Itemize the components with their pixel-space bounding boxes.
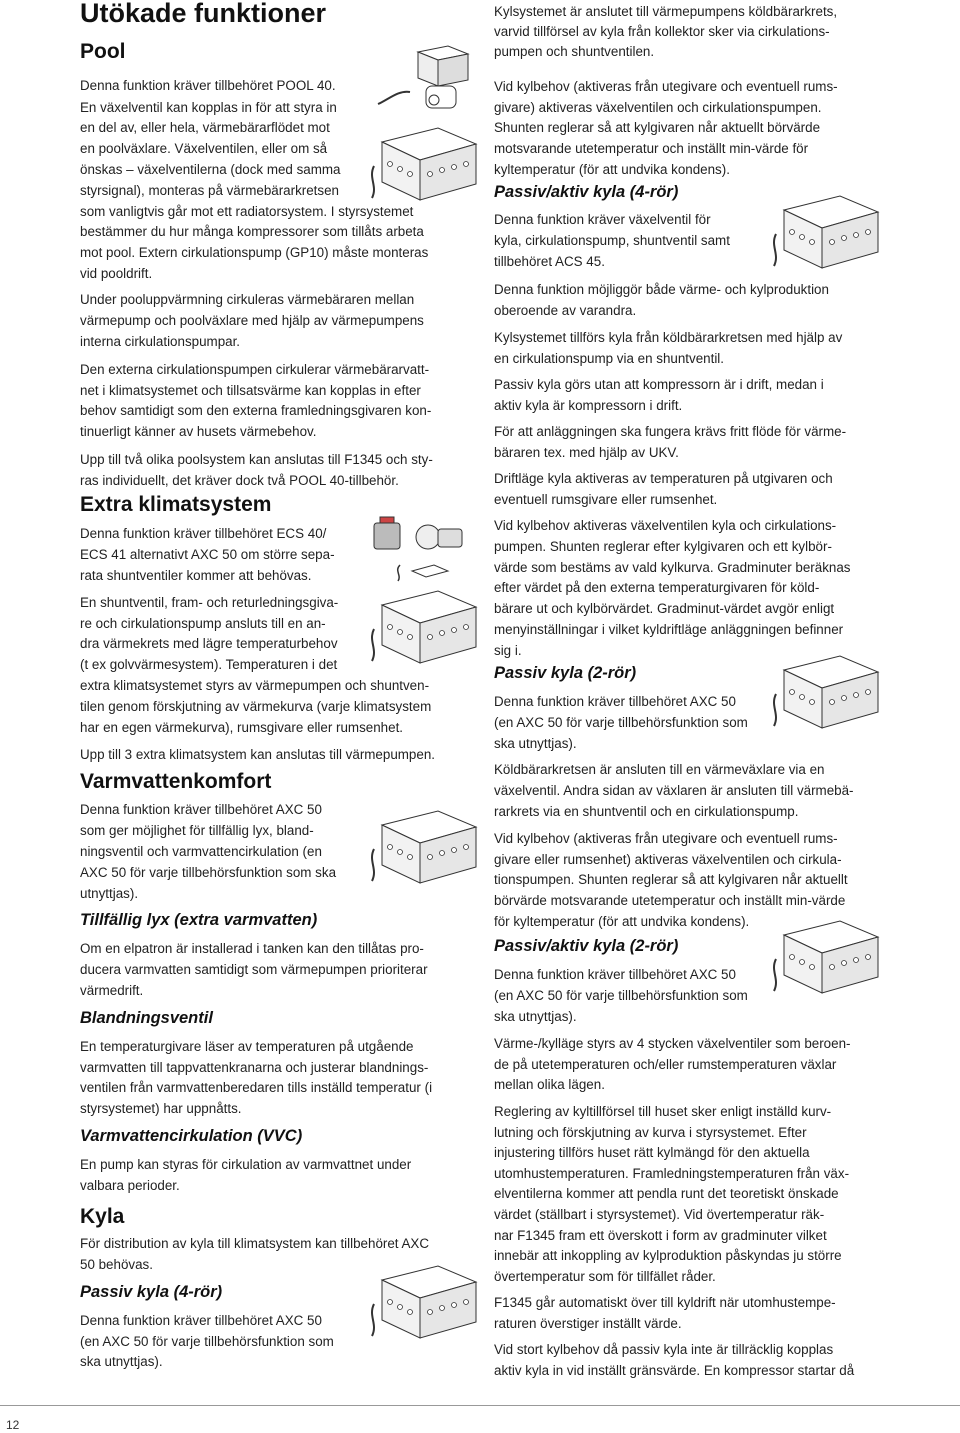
- text-line: Denna funktion kräver tillbehöret AXC 50: [80, 1313, 322, 1328]
- text-line: har en egen värmekurva), rumsgivare eller rumsenhet.: [80, 720, 404, 735]
- text-line: givare) aktiveras växelventilen och cirkulationspumpen.: [494, 100, 822, 115]
- text-line: Driftläge kyla aktiveras av temperaturen på utgivaren och: [494, 471, 833, 486]
- box-illustration-extra: [368, 515, 480, 675]
- text-line: ska utnyttjas).: [80, 1354, 163, 1369]
- text-line: injustering tillförs huset rätt kylmängd för den aktuella: [494, 1145, 810, 1160]
- text-line: rata shuntventiler kommer att behövas.: [80, 568, 312, 583]
- text-line: Vid kylbehov aktiveras växelventilen kyla och cirkulations-: [494, 518, 837, 533]
- text-line: En växelventil kan kopplas in för att styra in: [80, 100, 337, 115]
- text-line: tionspumpen. Shunten reglerar så att kylgivaren når aktuellt: [494, 872, 848, 887]
- heading-extra-klimatsystem: Extra klimatsystem: [80, 493, 272, 516]
- heading-passiv-aktiv-kyla-2: Passiv/aktiv kyla (2-rör): [494, 937, 679, 955]
- text-line: värde som bestäms av vald kylkurva. Gradminuter beräknas: [494, 560, 851, 575]
- text-line: extra klimatsystemet styrs av värmepumpen och shuntven-: [80, 678, 430, 693]
- text-line: en poolväxlare. Växelventilen, eller om så: [80, 141, 328, 156]
- text-line: (en AXC 50 för varje tillbehörsfunktion som: [494, 988, 748, 1003]
- text-line: ras individuellt, det kräver dock två POOL 40-tillbehör.: [80, 473, 399, 488]
- text-line: tillbehöret ACS 45.: [494, 254, 605, 269]
- text-line: net i klimatsystemet och tillsatsvärme kan kopplas in efter: [80, 383, 421, 398]
- text-line: innebär att inkoppling av kylproduktion påskyndas ju större: [494, 1248, 842, 1263]
- text-line: som ger möjlighet för tillfällig lyx, bland-: [80, 823, 314, 838]
- heading-blandningsventil: Blandningsventil: [80, 1009, 213, 1027]
- heading-varmvattenkomfort: Varmvattenkomfort: [80, 770, 272, 793]
- text-line: (en AXC 50 för varje tillbehörsfunktion som: [494, 715, 748, 730]
- text-line: För att anläggningen ska fungera krävs fritt flöde för värme-: [494, 424, 847, 439]
- text-line: värmepump och poolväxlare med hjälp av värmepumpens: [80, 313, 424, 328]
- text-line: oberoende av varandra.: [494, 303, 637, 318]
- text-line: de på utetemperaturen och/eller rumstemperaturen växlar: [494, 1057, 837, 1072]
- heading-kyla: Kyla: [80, 1205, 125, 1228]
- text-line: re och cirkulationspump ansluts till en an-: [80, 616, 326, 631]
- heading-vvc: Varmvattencirkulation (VVC): [80, 1127, 303, 1145]
- text-line: Reglering av kyltillförsel till huset sker enligt inställd kurv-: [494, 1104, 832, 1119]
- text-line: Passiv kyla görs utan att kompressorn är i drift, medan i: [494, 377, 824, 392]
- text-line: ska utnyttjas).: [494, 1009, 577, 1024]
- text-line: tinuerligt känner av husets värmebehov.: [80, 424, 317, 439]
- text-line: givare eller rumsenhet) aktiveras växelventilen och cirkula-: [494, 852, 842, 867]
- text-line: Köldbärarkretsen är ansluten till en värmeväxlare via en: [494, 762, 825, 777]
- text-line: (t ex golvvärmesystem). Temperaturen i det: [80, 657, 338, 672]
- text-line: aktiv kyla in vid inställt gränsvärde. En kompressor startar då: [494, 1363, 855, 1378]
- footer-rule: [0, 1405, 960, 1406]
- text-line: övertemperatur som för tillfället råder.: [494, 1269, 716, 1284]
- text-line: eventuell rumsgivare eller rumsenhet.: [494, 492, 718, 507]
- text-line: nar F1345 fram ett överskott i form av gradminuter vilket: [494, 1228, 827, 1243]
- text-line: en del av, eller hela, värmebärarflödet mot: [80, 120, 330, 135]
- text-line: tilen genom förskjutning av värmekurva (varje klimatsystem: [80, 699, 432, 714]
- text-line: värmedrift.: [80, 983, 144, 998]
- box-illustration-pk4: [368, 1250, 480, 1360]
- text-line: bärare ut och kylbörvärdet. Gradminut-värdet avgör enligt: [494, 601, 835, 616]
- text-line: Upp till 3 extra klimatsystem kan anslutas till värmepumpen.: [80, 747, 435, 762]
- text-line: varmvatten till tappvattenkranarna och justerar blandnings-: [80, 1060, 429, 1075]
- text-line: styrsignal), monteras på värmebärarkretsen: [80, 183, 339, 198]
- text-line: ningsventil och varmvattencirkulation (en: [80, 844, 322, 859]
- text-line: Denna funktion kräver växelventil för: [494, 212, 711, 227]
- text-line: menyinställningar i vilket kyldriftläge anläggningen befinner: [494, 622, 844, 637]
- text-line: Kylsystemet är anslutet till värmepumpens köldbärarkrets,: [494, 4, 838, 19]
- text-line: vid pooldrift.: [80, 266, 153, 281]
- page-number: 12: [6, 1418, 20, 1432]
- heading-passiv-aktiv-kyla-4: Passiv/aktiv kyla (4-rör): [494, 183, 679, 201]
- box-illustration-pa2: [770, 905, 882, 1015]
- text-line: Denna funktion kräver tillbehöret AXC 50: [494, 694, 736, 709]
- text-line: Värme-/kylläge styrs av 4 stycken växelventiler som beroen-: [494, 1036, 851, 1051]
- text-line: En pump kan styras för cirkulation av varmvattnet under: [80, 1157, 412, 1172]
- text-line: sig i.: [494, 643, 522, 658]
- text-line: Om en elpatron är installerad i tanken kan den tillåtas pro-: [80, 941, 424, 956]
- text-line: bestämmer du hur många kompressorer som tillåts arbeta: [80, 224, 424, 239]
- text-line: kyltemperatur (för att undvika kondens).: [494, 162, 730, 177]
- text-line: utnyttjas).: [80, 886, 139, 901]
- text-line: Under pooluppvärmning cirkuleras värmebäraren mellan: [80, 292, 415, 307]
- text-line: Denna funktion kräver tillbehöret AXC 50: [494, 967, 736, 982]
- text-line: som vanligtvis går mot ett radiatorsystem. I styrsystemet: [80, 204, 414, 219]
- text-line: Shunten reglerar så att kylgivaren når aktuellt börvärde: [494, 120, 821, 135]
- text-line: Den externa cirkulationspumpen cirkulerar värmebärarvatt-: [80, 362, 430, 377]
- text-line: ventilen från varmvattenberedaren tills inställd temperatur (i: [80, 1080, 433, 1095]
- text-line: Vid kylbehov (aktiveras från utegivare och eventuell rums-: [494, 831, 838, 846]
- heading-passiv-kyla-2: Passiv kyla (2-rör): [494, 664, 637, 682]
- text-line: varvid tillförsel av kyla från kollektor sker via cirkulations-: [494, 24, 830, 39]
- text-line: motsvarande utetemperatur och inställt min-värde för: [494, 141, 809, 156]
- text-line: För distribution av kyla till klimatsystem kan tillbehöret AXC: [80, 1236, 430, 1251]
- heading-passiv-kyla-4: Passiv kyla (4-rör): [80, 1283, 223, 1301]
- text-line: utomhustemperaturen. Framledningstemperaturen från väx-: [494, 1166, 850, 1181]
- text-line: pumpen. Shunten reglerar efter kylgivaren och ett kylbör-: [494, 539, 832, 554]
- text-line: pumpen och shuntventilen.: [494, 44, 655, 59]
- text-line: F1345 går automatiskt över till kyldrift när utomhustempe-: [494, 1295, 836, 1310]
- text-line: lutning och förskjutning av kurva i styrsystemet. Efter: [494, 1125, 807, 1140]
- text-line: AXC 50 för varje tillbehörsfunktion som ska: [80, 865, 337, 880]
- text-line: elventilerna kommer att pendla runt det teoretiskt önskade: [494, 1186, 839, 1201]
- text-line: börvärde motsvarande utetemperatur och inställt min-värde: [494, 893, 846, 908]
- box-illustration-vvk: [368, 795, 480, 905]
- text-line: behov samtidigt som den externa framledningsgivaren kon-: [80, 403, 432, 418]
- text-line: Upp till två olika poolsystem kan anslutas till F1345 och sty-: [80, 452, 433, 467]
- text-line: Vid kylbehov (aktiveras från utegivare och eventuell rums-: [494, 79, 838, 94]
- text-line: en cirkulationspump via en shuntventil.: [494, 351, 725, 366]
- text-line: för kyltemperatur (för att undvika kondens).: [494, 914, 750, 929]
- text-line: 50 behövas.: [80, 1257, 153, 1272]
- text-line: styrsystemet) har uppnåtts.: [80, 1101, 242, 1116]
- heading-tillfallig-lyx: Tillfällig lyx (extra varmvatten): [80, 911, 318, 929]
- text-line: aktiv kyla är kompressorn i drift.: [494, 398, 683, 413]
- text-line: valbara perioder.: [80, 1178, 180, 1193]
- text-line: En temperaturgivare läser av temperaturen på utgående: [80, 1039, 414, 1054]
- text-line: En shuntventil, fram- och returledningsgiva-: [80, 595, 339, 610]
- text-line: bäraren tex. med hjälp av UKV.: [494, 445, 679, 460]
- text-line: efter värdet på den externa temperaturgivaren för köld-: [494, 580, 820, 595]
- text-line: mellan olika lägen.: [494, 1077, 605, 1092]
- box-illustration-pool: [368, 42, 480, 212]
- text-line: värdet (ställbart i styrsystemet). Vid övertemperatur räk-: [494, 1207, 825, 1222]
- text-line: ECS 41 alternativt AXC 50 om större sepa-: [80, 547, 335, 562]
- page-title: Utökade funktioner: [80, 0, 327, 28]
- text-line: ducera varmvatten samtidigt som värmepumpen prioriterar: [80, 962, 428, 977]
- box-illustration-pa4: [770, 180, 882, 290]
- text-line: Denna funktion kräver tillbehöret ECS 40/: [80, 526, 327, 541]
- text-line: växelventil. Andra sidan av växlaren är ansluten till värmebä-: [494, 783, 854, 798]
- text-line: önskas – växelventilerna (dock med samma: [80, 162, 341, 177]
- text-line: raturen överstiger inställt värde.: [494, 1316, 682, 1331]
- text-line: Denna funktion kräver tillbehöret AXC 50: [80, 802, 322, 817]
- text-line: mot pool. Extern cirkulationspump (GP10) måste monteras: [80, 245, 429, 260]
- heading-pool: Pool: [80, 40, 126, 63]
- text-line: Denna funktion möjliggör både värme- och kylproduktion: [494, 282, 829, 297]
- box-illustration-pk2: [770, 640, 882, 750]
- text-line: Vid stort kylbehov då passiv kyla inte är tillräcklig kopplas: [494, 1342, 834, 1357]
- text-line: dra värmekrets med lägre temperaturbehov: [80, 636, 338, 651]
- text-line: Kylsystemet tillförs kyla från köldbärarkretsen med hjälp av: [494, 330, 843, 345]
- text-line: kyla, cirkulationspump, shuntventil samt: [494, 233, 730, 248]
- text-line: ska utnyttjas).: [494, 736, 577, 751]
- text-line: rarkrets via en shuntventil och en cirkulationspump.: [494, 804, 799, 819]
- text-line: (en AXC 50 för varje tillbehörsfunktion som: [80, 1334, 334, 1349]
- text-line: interna cirkulationspumpar.: [80, 334, 241, 349]
- text-line: Denna funktion kräver tillbehöret POOL 40.: [80, 78, 336, 93]
